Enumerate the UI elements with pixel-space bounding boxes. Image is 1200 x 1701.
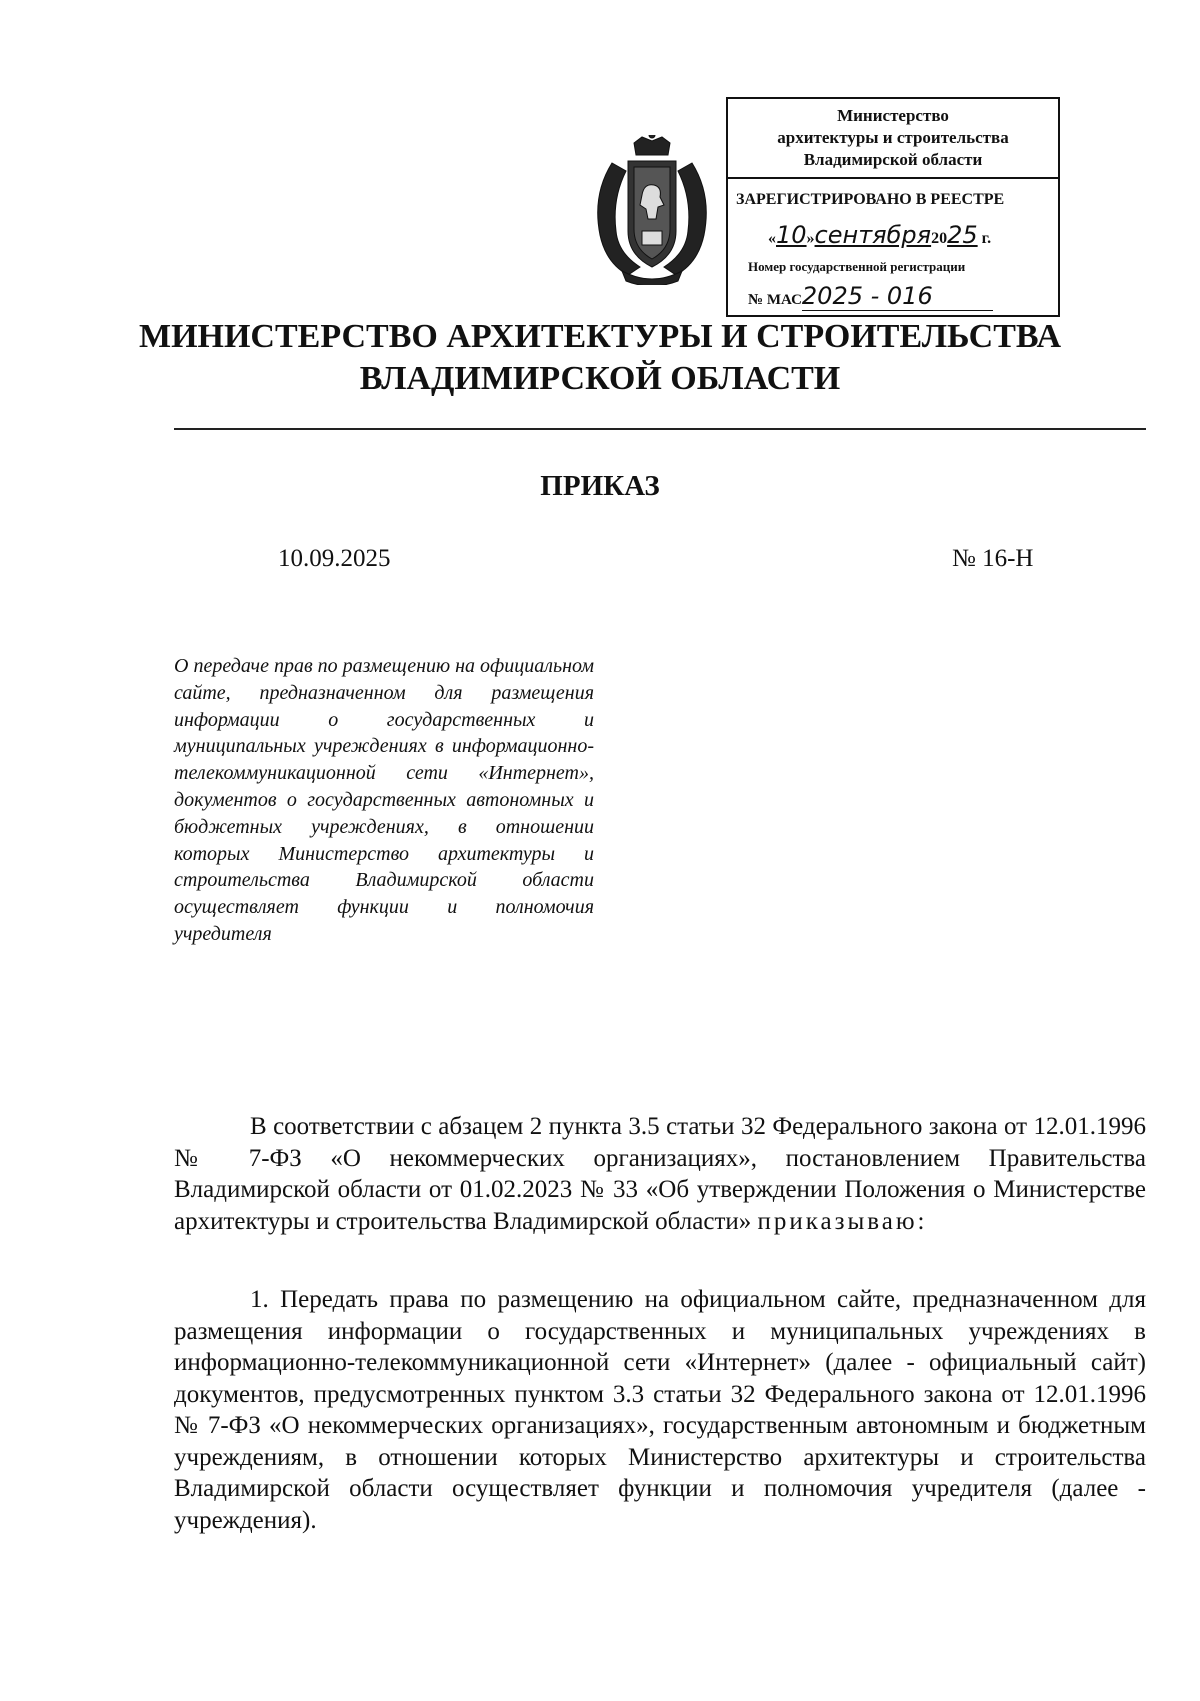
stamp-date: «10»сентября2025 г. bbox=[768, 221, 992, 249]
stamp-date-month: сентября bbox=[814, 221, 932, 249]
stamp-regno-value: 2025 - 016 bbox=[802, 282, 993, 311]
coat-of-arms-icon bbox=[582, 135, 722, 285]
ministry-name-line: ВЛАДИМИРСКОЙ ОБЛАСТИ bbox=[359, 360, 841, 397]
stamp-date-day: 10 bbox=[776, 221, 807, 249]
stamp-org-line: Владимирской области bbox=[803, 150, 983, 169]
document-title: ПРИКАЗ bbox=[540, 470, 660, 502]
stamp-registered-label: ЗАРЕГИСТРИРОВАНО В РЕЕСТРЕ bbox=[736, 191, 1005, 208]
stamp-organization bbox=[728, 105, 1058, 171]
stamp-divider bbox=[728, 177, 1058, 179]
ministry-name bbox=[0, 316, 1200, 400]
registration-stamp bbox=[726, 97, 1060, 317]
stamp-org-line: архитектуры и строительства bbox=[777, 128, 1009, 147]
body-paragraph-preamble: В соответствии с абзацем 2 пункта 3.5 статьи 32 Федерального закона от 12.01.1996 № 7-ФЗ «О некоммерческих организациях», постановлением Правительства Владимирской области от 01.02.2023 № 33 «Об утверждении Положения о Министерстве архитектуры и строительства Владимирской области» приказываю: bbox=[174, 1113, 1146, 1235]
stamp-org-line: Министерство bbox=[837, 106, 949, 125]
order-keyword: приказываю: bbox=[757, 1207, 928, 1235]
stamp-regno: № МАС2025 - 016 bbox=[748, 282, 993, 310]
stamp-date-year: 25 bbox=[947, 221, 978, 249]
body-paragraph-1: 1. Передать права по размещению на официальном сайте, предназначенном для размещения информации о государственных и муниципальных учреждениях в информационно-телекоммуникационной сети «Интернет» (далее - официальный сайт) документов, предусмотренных пунктом 3.3 статьи 32 Федерального закона от 12.01.1996 № 7-ФЗ «О некоммерческих организациях», государственным автономным и бюджетным учреждениям, в отношении которых Министерство архитектуры и строительства Владимирской области осуществляет функции и полномочия учредителя (далее - учреждения). bbox=[174, 1286, 1146, 1534]
ministry-name-line: МИНИСТЕРСТВО АРХИТЕКТУРЫ И СТРОИТЕЛЬСТВА bbox=[138, 318, 1062, 355]
document-number: № 16-Н bbox=[952, 545, 1034, 572]
document-date: 10.09.2025 bbox=[278, 545, 391, 572]
document-subject: О передаче прав по размещению на официальном сайте, предназначенном для размещения информации о государственных и муниципальных учреждениях в информационно-телекоммуникационной сети «Интернет», документов о государственных автономных и бюджетных учреждениях, в отношении которых Министерство архитектуры и строительства Владимирской области осуществляет функции и полномочия учредителя bbox=[174, 655, 594, 945]
header-rule bbox=[174, 428, 1146, 430]
stamp-regno-label: Номер государственной регистрации bbox=[748, 259, 966, 274]
